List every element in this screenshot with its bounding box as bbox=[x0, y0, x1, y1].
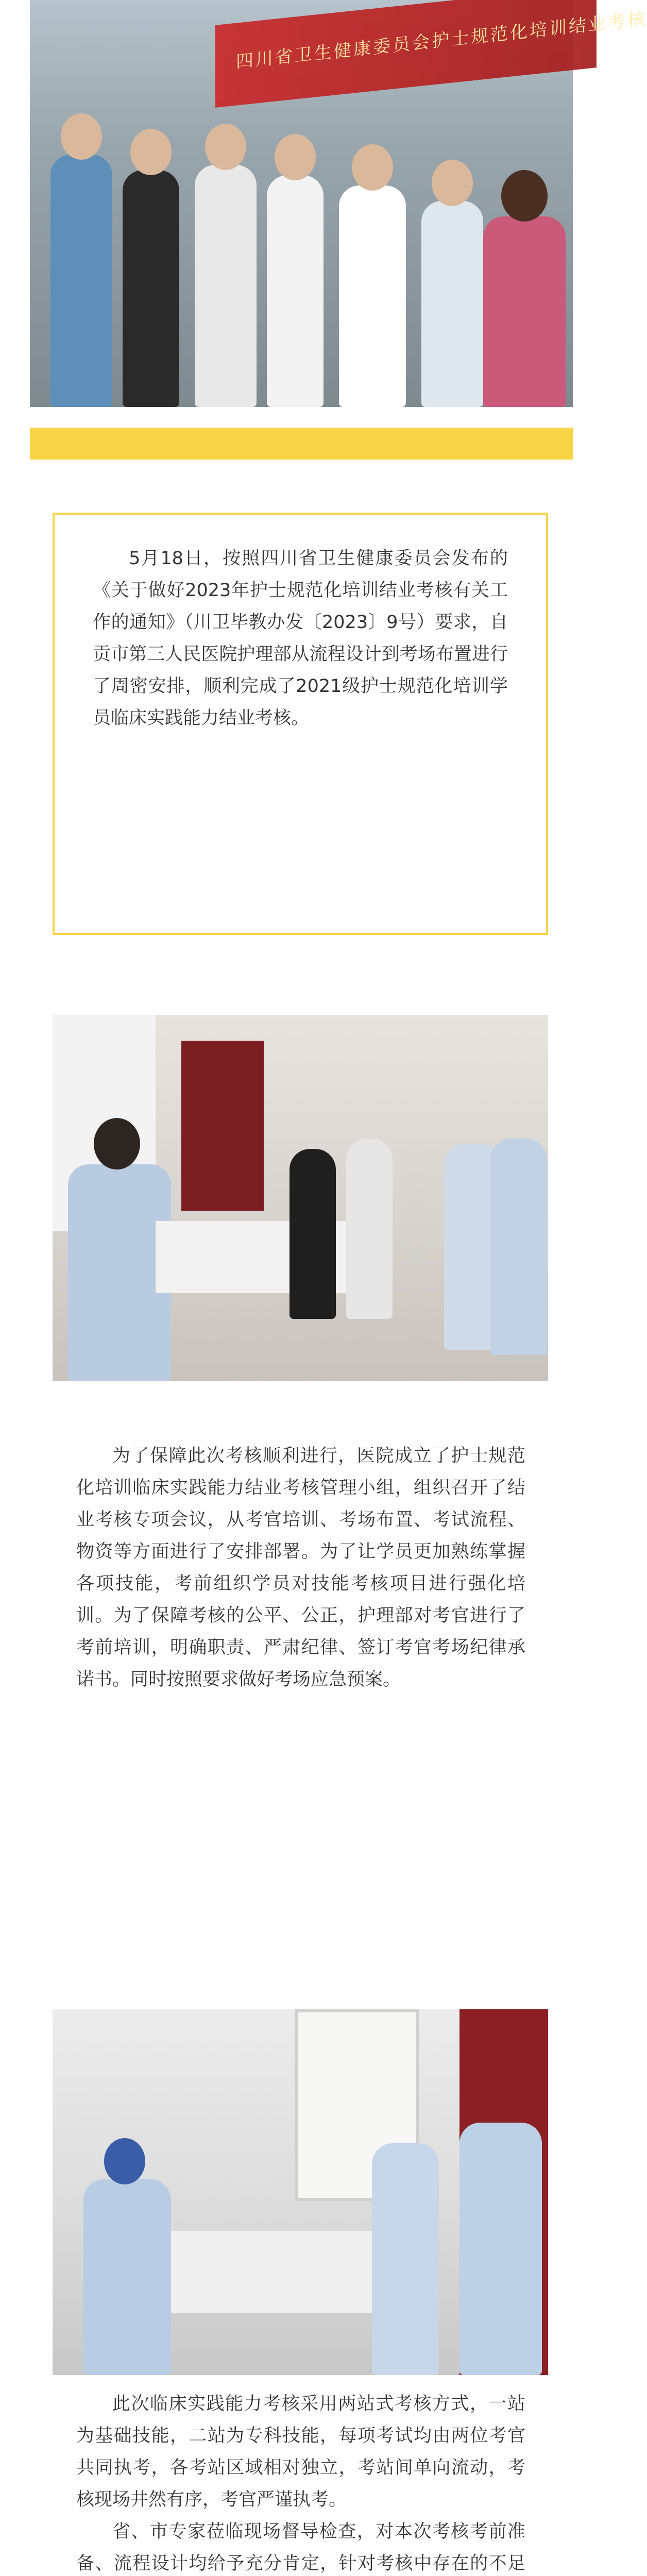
person-figure bbox=[50, 155, 112, 407]
person-head bbox=[61, 113, 102, 160]
person-figure bbox=[123, 170, 179, 407]
door bbox=[181, 1041, 264, 1211]
hero-banner bbox=[215, 0, 647, 108]
person-figure bbox=[346, 1139, 393, 1319]
section-divider-bar bbox=[30, 428, 573, 460]
exam-process-paragraph: 此次临床实践能力考核采用两站式考核方式，一站为基础技能，二站为专科技能，每项考试均由两位考官共同执考，各考站区域相对独立，考站间单向流动，考核现场井然有序，考官严谨执考。 bbox=[76, 2394, 525, 2510]
exam-process-text bbox=[76, 2388, 525, 2576]
hero-banner-text: 四川省卫生健康委员会护士规范化培训结业考核 bbox=[236, 8, 647, 73]
exam-bed bbox=[135, 2231, 403, 2313]
person-head bbox=[501, 170, 548, 222]
person-figure bbox=[83, 2179, 171, 2375]
person-head bbox=[275, 134, 316, 180]
person-head bbox=[352, 144, 393, 191]
person-figure bbox=[421, 201, 483, 407]
person-head bbox=[432, 160, 473, 206]
person-head bbox=[205, 124, 246, 170]
preparation-text bbox=[76, 1440, 525, 1996]
person-figure bbox=[483, 216, 566, 407]
exam-room-photo bbox=[53, 1015, 548, 1381]
person-figure bbox=[490, 1139, 547, 1355]
person-head bbox=[104, 2138, 145, 2184]
person-figure bbox=[195, 165, 257, 407]
skill-exam-photo bbox=[53, 2009, 548, 2375]
hero-photo bbox=[30, 0, 647, 407]
preparation-paragraph: 为了保障此次考核顺利进行，医院成立了护士规范化培训临床实践能力结业考核管理小组，组织召开了结业考核专项会议，从考官培训、考场布置、考试流程、物资等方面进行了安排部署。为了让学员更加熟练掌握各项技能，考前组织学员对技能考核项目进行强化培训。为了保障考核的公平、公正，护理部对考官进行了考前培训，明确职责、严肃纪律、签订考官考场纪律承诺书。同时按照要求做好考场应急预案。 bbox=[76, 1446, 525, 1690]
person-figure bbox=[339, 185, 406, 407]
intro-text-card bbox=[53, 513, 548, 935]
person-figure bbox=[459, 2123, 542, 2375]
person-head bbox=[94, 1118, 140, 1170]
expert-inspection-paragraph: 省、市专家莅临现场督导检查，对本次考核考前准备、流程设计均给予充分肯定，针对考核中存在的不足 bbox=[76, 2521, 525, 2574]
person-figure bbox=[290, 1149, 336, 1319]
intro-paragraph: 5月18日，按照四川省卫生健康委员会发布的《关于做好2023年护士规范化培训结业考核有关工作的通知》（川卫毕教办发〔2023〕9号）要求，自贡市第三人民医院护理部从流程设计到考场布置进行了周密安排，顺利完成了2021级护士规范化培训学员临床实践能力结业考核。 bbox=[93, 548, 508, 728]
person-figure bbox=[267, 175, 324, 407]
person-head bbox=[130, 129, 172, 175]
person-figure bbox=[372, 2143, 439, 2375]
